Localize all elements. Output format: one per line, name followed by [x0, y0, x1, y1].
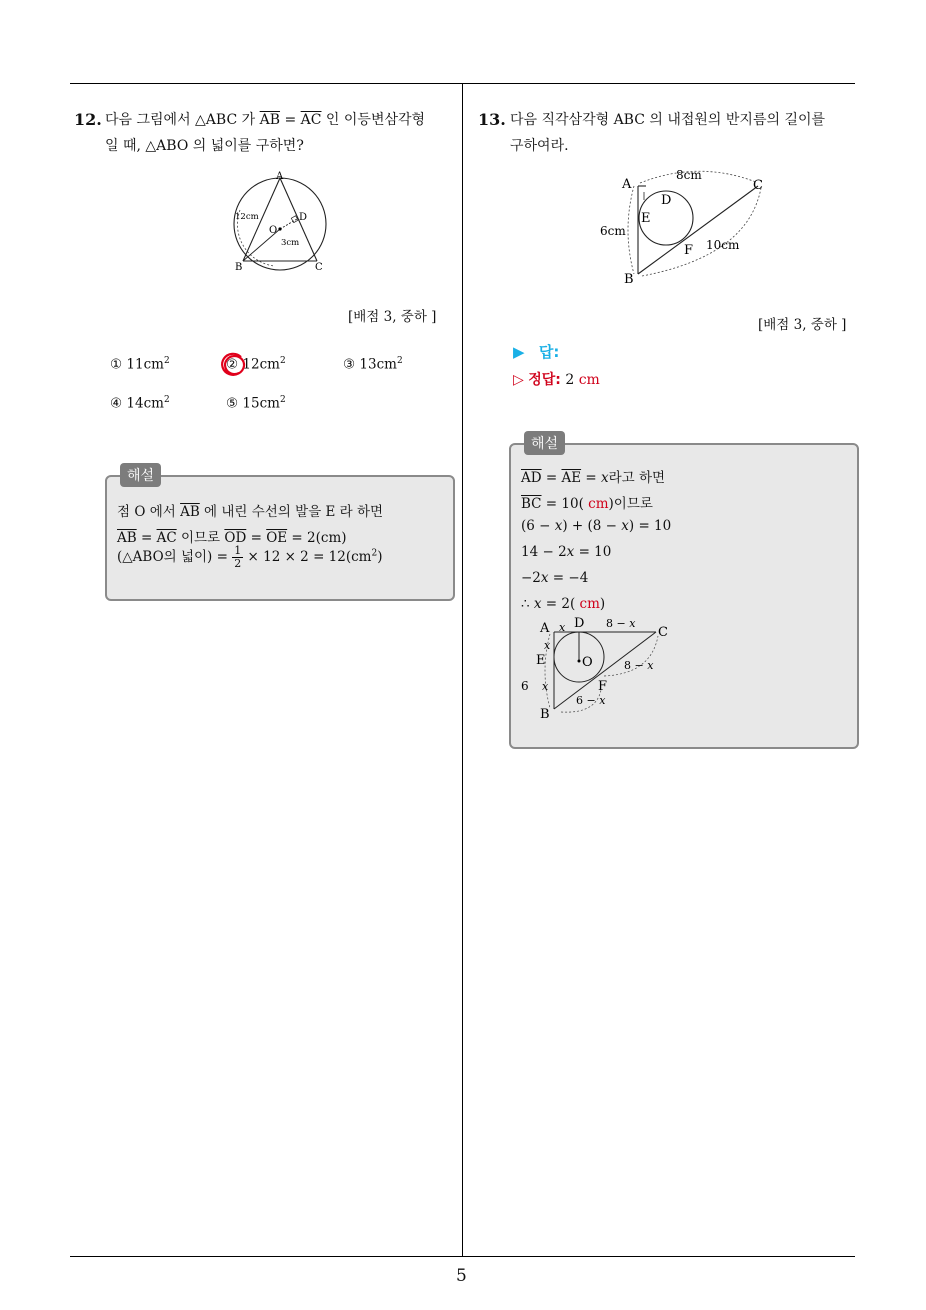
- sol-sup: 2: [371, 548, 378, 559]
- sol-text: )이므로: [608, 496, 653, 512]
- choice-sup: 2: [163, 356, 170, 366]
- q12-sol-line2: [117, 526, 347, 546]
- q12-sol-line1: [117, 500, 383, 520]
- q13-label-8cm: 8cm: [676, 168, 702, 182]
- q13-sol-line3: (6 − 𝑥) + (8 − 𝑥) = 10: [521, 518, 672, 534]
- q13-question-line1: 다음 직각삼각형 ABC 의 내접원의 반지름의 길이를: [510, 112, 826, 128]
- sol-seg: $\overline{OD}$: [224, 530, 247, 546]
- choice-value: 15cm: [242, 395, 280, 412]
- page-number: 5: [456, 1266, 467, 1286]
- q12-solution-tag: 해설: [120, 463, 161, 487]
- sol-fraction: [232, 545, 243, 570]
- choice-mark: ②: [226, 356, 239, 373]
- sol-seg: $\overline{AB}$: [117, 530, 137, 546]
- sol-text: =: [246, 530, 267, 546]
- frac-num: 1: [234, 544, 242, 557]
- q12-text-b: 인 이등변삼각형: [321, 112, 426, 128]
- choice-mark: ④: [110, 395, 123, 412]
- sol-text: ∴ 𝑥 = 2(: [521, 596, 580, 612]
- q13-label-b: B: [624, 272, 634, 287]
- sol-fig-label-six: 6: [521, 679, 529, 693]
- q13-answer-row: [513, 341, 559, 362]
- q12-label-o: O: [269, 225, 278, 236]
- sol-fig-label-8x-right: 8 − 𝑥: [624, 659, 654, 672]
- q13-solution-tag: 해설: [524, 431, 565, 455]
- choice-sup: 2: [396, 356, 403, 366]
- q12-choice-1[interactable]: [110, 356, 170, 373]
- q12-score: [배점 3, 중하 ]: [348, 309, 437, 325]
- answer-arrow-icon: ▶: [513, 343, 525, 361]
- sol-seg: $\overline{BC}$: [521, 496, 542, 512]
- q12-label-b: B: [235, 262, 243, 273]
- sol-text: =: [136, 530, 157, 546]
- q13-label-10cm: 10cm: [706, 238, 740, 252]
- q12-label-a: A: [276, 171, 284, 182]
- q13-solution-figure: [516, 614, 676, 724]
- q12-question-line1: [105, 107, 425, 133]
- sol-text: ): [377, 549, 383, 565]
- choice-mark: ①: [110, 356, 123, 373]
- q12-eq: =: [280, 112, 301, 128]
- sol-fig-label-d: D: [574, 616, 585, 631]
- choice-mark: ⑤: [226, 395, 239, 412]
- sol-text: × 12 × 2 = 12(cm: [243, 549, 372, 565]
- correct-arrow-icon: ▷: [513, 372, 524, 388]
- sol-text: 이므로: [176, 530, 225, 546]
- selected-answer-circle-icon: [219, 351, 247, 379]
- sol-fig-label-f: F: [598, 679, 608, 694]
- sol-seg: $\overline{OE}$: [266, 530, 288, 546]
- sol-fig-label-x-left1: 𝑥: [544, 639, 551, 652]
- sol-text: = 2(cm): [287, 530, 347, 546]
- sol-text: 점 O 에서: [117, 504, 181, 520]
- q13-number: 13.: [478, 110, 506, 129]
- q12-label-12cm: 12cm: [235, 212, 259, 222]
- q13-label-e: E: [641, 211, 651, 226]
- sol-fig-label-a: A: [540, 621, 550, 636]
- q13-correct-row: [513, 369, 600, 389]
- correct-value: 2: [565, 372, 575, 388]
- bottom-rule: [70, 1256, 855, 1257]
- correct-label: 정답:: [528, 372, 561, 388]
- q12-choice-5[interactable]: [226, 395, 286, 412]
- choice-sup: 2: [279, 356, 286, 366]
- choice-sup: 2: [279, 395, 286, 405]
- choice-value: 11cm: [126, 356, 164, 373]
- sol-seg: $\overline{AC}$: [156, 530, 177, 546]
- sol-seg: $\overline{AB}$: [180, 504, 200, 520]
- sol-text: = 𝑥라고 하면: [581, 470, 666, 486]
- q13-score: [배점 3, 중하 ]: [758, 317, 847, 333]
- q12-sol-line3: [117, 545, 383, 570]
- choice-value: 13cm: [359, 356, 397, 373]
- sol-fig-label-b: B: [540, 707, 550, 722]
- choice-mark: ③: [343, 356, 356, 373]
- sol-text: (△ABO의 넓이) =: [117, 549, 233, 565]
- sol-fig-label-x-top: 𝑥: [559, 621, 566, 634]
- column-divider: [462, 83, 463, 1256]
- q12-seg-ab: $\overline{AB}$: [259, 112, 281, 128]
- q13-question-line2: 구하여라.: [510, 138, 569, 154]
- q12-number: 12.: [74, 110, 102, 129]
- q12-circle: [234, 178, 326, 270]
- sol-fig-label-e: E: [536, 653, 546, 668]
- q13-sol-line6: [521, 596, 605, 612]
- answer-label: 답:: [538, 343, 560, 361]
- q12-label-3cm: 3cm: [281, 238, 300, 248]
- q12-choice-4[interactable]: [110, 395, 170, 412]
- q12-label-d: D: [299, 212, 308, 223]
- q12-question-line2: 일 때, △ABO 의 넓이를 구하면?: [105, 138, 304, 154]
- sol-text: =: [541, 470, 562, 486]
- choice-value: 12cm: [242, 356, 280, 373]
- q13-sol-line2: [521, 492, 653, 512]
- q13-label-c: C: [753, 178, 763, 193]
- choice-value: 14cm: [126, 395, 164, 412]
- correct-unit: cm: [578, 372, 600, 388]
- sol-fig-label-o: O: [582, 655, 593, 670]
- q13-label-d: D: [661, 193, 672, 208]
- sol-fig-label-x-left2: 𝑥: [542, 680, 549, 693]
- q13-figure: [598, 166, 778, 291]
- q12-choice-3[interactable]: [343, 356, 403, 373]
- sol-unit: cm: [579, 596, 600, 612]
- choice-sup: 2: [163, 395, 170, 405]
- sol-fig-label-c: C: [658, 625, 668, 640]
- q13-label-6cm: 6cm: [600, 224, 626, 238]
- sol-fig-label-6x-bottom: 6 − 𝑥: [576, 694, 606, 707]
- q13-label-f: F: [684, 243, 694, 258]
- sol-seg: $\overline{AE}$: [561, 470, 582, 486]
- sol-fig-label-8x-top: 8 − 𝑥: [606, 617, 636, 630]
- sol-unit: cm: [588, 496, 609, 512]
- sol-seg: $\overline{AD}$: [521, 470, 542, 486]
- sol-text: ): [599, 596, 606, 612]
- q13-label-a: A: [622, 177, 632, 192]
- q12-text-a: 다음 그림에서 △ABC 가: [105, 112, 260, 128]
- frac-den: 2: [234, 557, 242, 570]
- sol-text: 에 내린 수선의 발을 E 라 하면: [199, 504, 384, 520]
- q12-label-c: C: [315, 262, 323, 273]
- q12-figure: [228, 170, 336, 275]
- sol-text: = 10(: [541, 496, 589, 512]
- q13-sol-line4: 14 − 2𝑥 = 10: [521, 544, 612, 560]
- q13-sol-line1: [521, 466, 665, 486]
- q12-seg-ac: $\overline{AC}$: [300, 112, 322, 128]
- q13-sol-line5: −2𝑥 = −4: [521, 570, 589, 586]
